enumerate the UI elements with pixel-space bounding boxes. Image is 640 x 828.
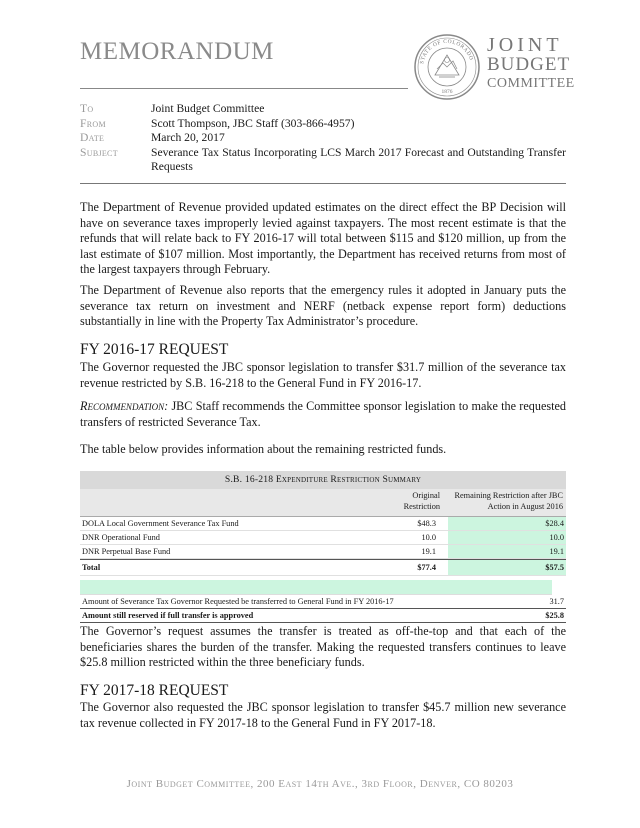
heading-fy2016-17: FY 2016-17 REQUEST [80,341,229,358]
table-header-row [80,489,566,517]
page-footer: Joint Budget Committee, 200 East 14th Ave., 3rd Floor, Denver, CO 80203 [126,778,514,790]
header-label: Date [80,131,105,144]
header-value: Joint Budget Committee [151,102,265,115]
paragraph-table-intro: The table below provides information about the remaining restricted funds. [80,442,447,456]
transfer-name: Amount of Severance Tax Governor Requested be transferred to General Fund in FY 2016-17 [82,597,394,606]
table-row [80,545,566,559]
header-from [80,117,566,132]
row-name: DNR Perpetual Base Fund [82,547,171,556]
total-remaining: $57.5 [545,563,564,572]
header-label: Subject [80,145,118,159]
svg-text:STATE OF COLORADO [419,39,474,65]
table-total-row [80,559,566,576]
highlight-bar [80,580,552,595]
reserved-name: Amount still reserved if full transfer is approved [82,611,254,620]
table-row [80,531,566,545]
paragraph-bp-decision: The Department of Revenue provided updated estimates on the direct effect the BP Decision will have on severance taxes improperly levied against taxpayers. The most recent estimate is that the refunds that will relate back to FY 2016-17 will total between $115 and $120 million, up from the last estimate of $107 million. Most importantly, the Department has received returns from most of the largest taxpayers through February. [80,200,566,277]
paragraph-off-the-top: The Governor’s request assumes the transfer is treated as off-the-top and that each of the beneficiaries shares the burden of the transfer. Making the requested transfers continues to leave $25.8 million restricted within the three beneficiary funds. [80,624,566,670]
paragraph-recommendation [80,399,566,430]
table-row [80,517,566,531]
heading-fy2017-18: FY 2017-18 REQUEST [80,682,229,699]
header-to [80,102,566,117]
row-remaining: 19.1 [549,547,564,556]
total-name: Total [82,563,101,572]
paragraph-emergency-rules: The Department of Revenue also reports that the emergency rules it adopted in January puts the severance tax return on investment and NERF (netback expense report form) deductions substantially in line with the Property Tax Administrator’s procedure. [80,283,566,329]
logo-line-joint: JOINT [487,34,563,56]
total-original: $77.4 [417,563,436,572]
table-title [80,471,566,489]
header-subject [80,146,566,175]
seal-text: STATE OF COLORADO [419,38,475,65]
row-remaining: 10.0 [549,533,564,542]
row-name: DNR Operational Fund [82,533,160,542]
row-original: 19.1 [421,547,436,556]
header-value: March 20, 2017 [151,131,225,144]
header-value: Severance Tax Status Incorporating LCS March 2017 Forecast and Outstanding Transfer Requests [151,145,566,173]
row-original: 10.0 [421,533,436,542]
col-original-header: Original Restriction [403,491,440,511]
logo-line-budget: BUDGET [487,54,571,75]
col-remaining-header: Remaining Restriction after JBC Action in August 2016 [454,491,563,511]
row-remaining: $28.4 [545,519,564,528]
header-label: From [80,116,106,130]
transfer-value: 31.7 [549,597,564,606]
jbc-logo [487,36,575,93]
memo-title: MEMORANDUM [80,38,274,65]
table-title-text: S.B. 16-218 Expenditure Restriction Summary [224,474,422,485]
header-rule [80,88,408,89]
table-reserved-row [80,609,566,623]
header-bottom-rule [80,183,566,184]
colorado-seal-icon [413,33,481,101]
row-original: $48.3 [417,519,436,528]
table-transfer-row [80,595,566,609]
paragraph-governor-request: The Governor requested the JBC sponsor legislation to transfer $31.7 million of the severance tax revenue restricted by S.B. 16-218 to the General Fund in FY 2016-17. [80,360,566,390]
memo-header [80,102,566,175]
reserved-value: $25.8 [545,611,564,620]
recommendation-text: JBC Staff recommends the Committee sponsor legislation to make the requested transfers of restricted Severance Tax. [80,399,566,429]
paragraph-fy2017-18-request: The Governor also requested the JBC sponsor legislation to transfer $45.7 million new severance tax revenue collected in FY 2017-18 to the General Fund in FY 2017-18. [80,700,566,730]
seal-year: 1876 [441,89,453,95]
header-value: Scott Thompson, JBC Staff (303-866-4957) [151,116,355,130]
header-label: To [80,102,94,115]
recommendation-label: Recommendation: [80,399,169,413]
header-date [80,131,566,146]
restriction-summary-table [80,471,566,623]
logo-line-committee: COMMITTEE [487,76,575,91]
row-name: DOLA Local Government Severance Tax Fund [82,519,239,528]
